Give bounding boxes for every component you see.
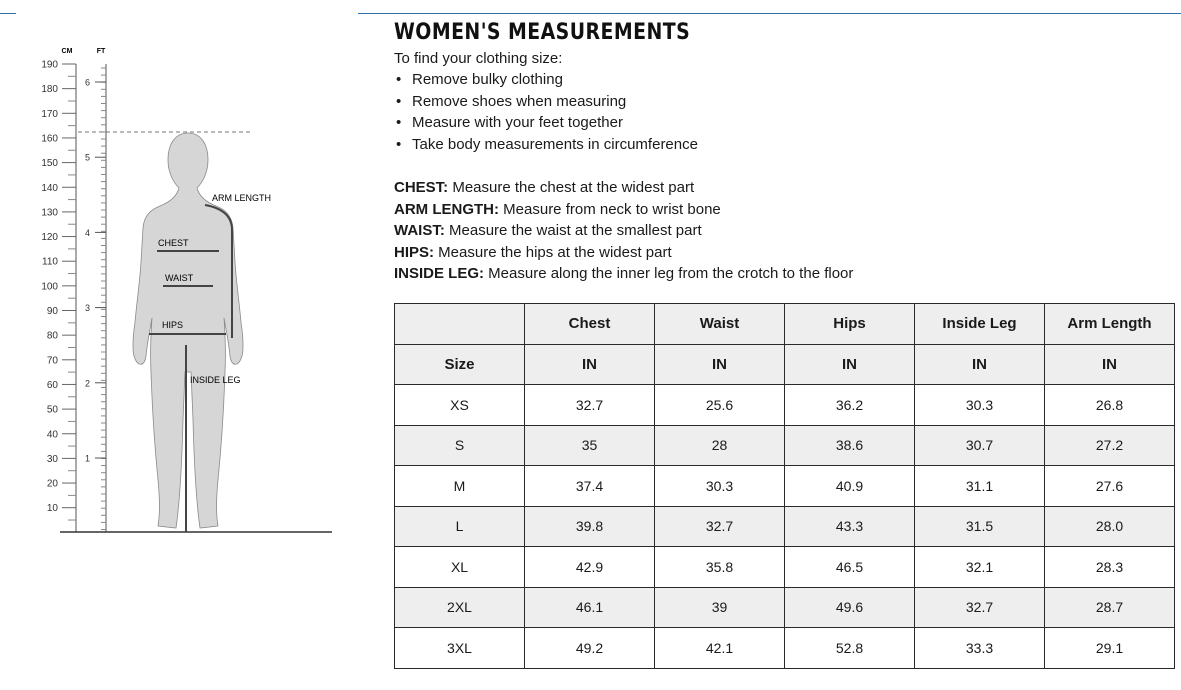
cm-tick-label: 30 — [46, 453, 58, 465]
cm-tick-label: 160 — [41, 133, 58, 145]
table-cell: 46.5 — [785, 547, 915, 588]
table-cell: 28.0 — [1045, 506, 1175, 547]
tips-list — [394, 69, 1181, 155]
cm-tick-label: 60 — [46, 379, 58, 391]
table-cell: 30.3 — [915, 385, 1045, 426]
table-cell: 43.3 — [785, 506, 915, 547]
cm-tick-label: 180 — [41, 84, 58, 96]
tip-item: • Remove shoes when measuring — [394, 91, 1181, 113]
table-cell: 49.2 — [525, 628, 655, 669]
cm-tick-label: 90 — [46, 306, 58, 317]
definition-chest — [394, 177, 1181, 199]
table-header-cell — [395, 304, 525, 345]
cm-tick-label: 20 — [46, 478, 58, 490]
size-cell: 2XL — [395, 587, 525, 628]
cm-ticks — [41, 60, 76, 521]
table-units-cell: IN — [785, 344, 915, 385]
table-header-cell: Hips — [785, 304, 915, 345]
definitions-list — [394, 177, 1181, 285]
table-cell: 42.9 — [525, 547, 655, 588]
definition-text: Measure the hips at the widest part — [434, 243, 672, 261]
table-row — [395, 425, 1175, 466]
table-cell: 49.6 — [785, 587, 915, 628]
cm-tick-label: 130 — [41, 207, 58, 219]
ft-tick-label: 1 — [84, 453, 90, 464]
size-chart-table — [394, 303, 1175, 669]
table-cell: 29.1 — [1045, 628, 1175, 669]
table-cell: 40.9 — [785, 466, 915, 507]
table-cell: 46.1 — [525, 587, 655, 628]
definition-inside-leg — [394, 263, 1181, 285]
table-cell: 28.7 — [1045, 587, 1175, 628]
cm-tick-label: 50 — [46, 404, 58, 416]
table-header-cell: Arm Length — [1045, 304, 1175, 345]
table-header-row — [395, 304, 1175, 345]
table-row — [395, 466, 1175, 507]
definition-hips — [394, 242, 1181, 264]
size-cell: S — [395, 425, 525, 466]
definition-text: Measure along the inner leg from the crotch to the floor — [484, 265, 854, 282]
table-row — [395, 547, 1175, 588]
table-cell: 32.1 — [915, 547, 1045, 588]
table-cell: 42.1 — [655, 628, 785, 669]
measurement-instructions — [394, 20, 1181, 285]
table-cell: 32.7 — [525, 385, 655, 426]
cm-tick-label: 40 — [46, 429, 58, 441]
measurement-figure — [0, 30, 350, 550]
ft-tick-label: 5 — [84, 152, 90, 163]
table-cell: 32.7 — [915, 587, 1045, 628]
tip-item: • Remove bulky clothing — [394, 69, 1181, 91]
table-cell: 52.8 — [785, 628, 915, 669]
tip-item: • Take body measurements in circumference — [394, 134, 1181, 156]
table-row — [395, 587, 1175, 628]
ft-tick-label: 4 — [84, 227, 90, 238]
definition-term: CHEST: — [394, 179, 449, 196]
table-units-row — [395, 344, 1175, 385]
table-cell: 39 — [655, 587, 785, 628]
label-arm-length: ARM LENGTH — [212, 193, 272, 203]
cm-tick-label: 170 — [41, 108, 58, 120]
ft-tick-label: 6 — [84, 77, 90, 88]
table-header-cell: Waist — [655, 304, 785, 345]
table-body — [395, 385, 1175, 669]
definition-arm-length — [394, 199, 1181, 221]
table-units-cell: IN — [655, 344, 785, 385]
definition-term: ARM LENGTH: — [394, 200, 499, 218]
table-row — [395, 506, 1175, 547]
size-cell: XS — [395, 385, 525, 426]
cm-tick-label: 80 — [46, 330, 58, 342]
table-units-cell: Size — [395, 344, 525, 385]
ft-tick-label: 3 — [84, 303, 90, 314]
table-units-cell: IN — [915, 344, 1045, 385]
table-cell: 35 — [525, 425, 655, 466]
table-cell: 32.7 — [655, 506, 785, 547]
cm-tick-label: 70 — [46, 355, 58, 367]
table-cell: 28 — [655, 425, 785, 466]
intro-text: To find your clothing size: — [394, 50, 563, 67]
ft-ticks — [85, 68, 106, 530]
label-inside-leg: INSIDE LEG — [190, 375, 241, 385]
label-hips: HIPS — [162, 320, 184, 330]
page-title: WOMEN'S MEASUREMENTS — [394, 20, 691, 45]
size-cell: 3XL — [395, 628, 525, 669]
cm-tick-label: 10 — [46, 503, 58, 515]
cm-tick-label: 120 — [41, 232, 58, 244]
size-cell: L — [395, 506, 525, 547]
table-cell: 27.2 — [1045, 425, 1175, 466]
table-cell: 30.3 — [655, 466, 785, 507]
table-cell: 27.6 — [1045, 466, 1175, 507]
size-cell: M — [395, 466, 525, 507]
tip-item: • Measure with your feet together — [394, 112, 1181, 134]
table-cell: 30.7 — [915, 425, 1045, 466]
table-header-cell: Chest — [525, 304, 655, 345]
top-rule-left — [0, 13, 16, 14]
label-chest: CHEST — [158, 238, 189, 248]
table-header-cell: Inside Leg — [915, 304, 1045, 345]
table-cell: 25.6 — [655, 385, 785, 426]
cm-tick-label: 190 — [41, 59, 58, 71]
definition-text: Measure from neck to wrist bone — [499, 200, 721, 218]
table-units-cell: IN — [525, 344, 655, 385]
table-cell: 38.6 — [785, 425, 915, 466]
label-waist: WAIST — [165, 273, 194, 283]
cm-tick-label: 110 — [42, 256, 58, 268]
table-cell: 28.3 — [1045, 547, 1175, 588]
top-rule-right — [358, 13, 1181, 14]
table-units-cell: IN — [1045, 344, 1175, 385]
table-cell: 37.4 — [525, 466, 655, 507]
ft-label: FT — [96, 48, 106, 55]
definition-term: INSIDE LEG: — [394, 265, 485, 282]
definition-text: Measure the chest at the widest part — [448, 179, 695, 196]
table-cell: 35.8 — [655, 547, 785, 588]
ft-tick-label: 2 — [84, 378, 90, 389]
table-cell: 31.5 — [915, 506, 1045, 547]
definition-term: HIPS: — [394, 243, 435, 261]
table-cell: 26.8 — [1045, 385, 1175, 426]
cm-tick-label: 100 — [41, 281, 58, 293]
cm-tick-label: 150 — [41, 158, 58, 170]
cm-label: CM — [61, 48, 73, 55]
definition-text: Measure the waist at the smallest part — [444, 222, 702, 239]
table-cell: 39.8 — [525, 506, 655, 547]
definition-term: WAIST: — [394, 222, 445, 239]
table-row — [395, 385, 1175, 426]
cm-tick-label: 140 — [41, 182, 58, 194]
definition-waist — [394, 220, 1181, 242]
table-cell: 36.2 — [785, 385, 915, 426]
size-cell: XL — [395, 547, 525, 588]
table-row — [395, 628, 1175, 669]
table-cell: 33.3 — [915, 628, 1045, 669]
table-cell: 31.1 — [915, 466, 1045, 507]
